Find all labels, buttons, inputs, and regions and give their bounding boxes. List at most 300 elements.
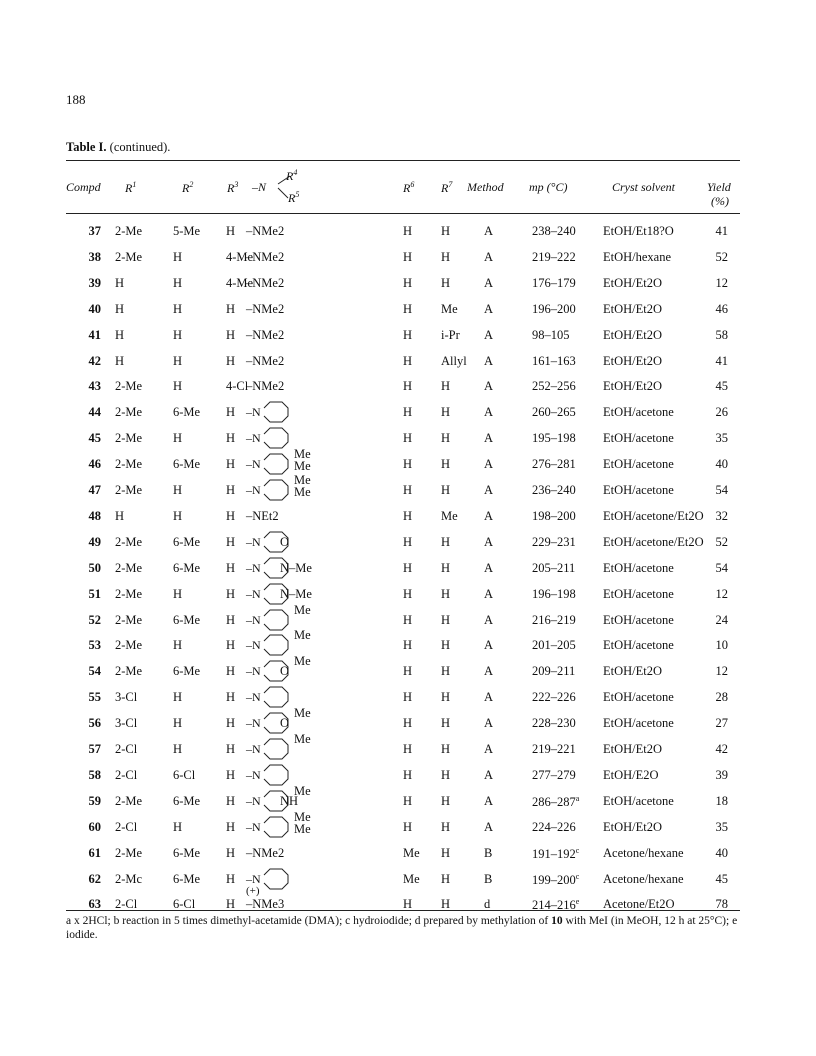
svg-text:–N: –N [246, 457, 261, 472]
ring-structure [246, 736, 326, 762]
cell-mp [532, 250, 576, 265]
cell-r1: 2-Me [115, 379, 143, 394]
cell-r1: 2-Me [115, 224, 143, 238]
cell-yield: 39 [715, 767, 728, 782]
cell-r6: H [403, 716, 413, 731]
compound-number: 47 [88, 483, 101, 497]
cell-r7: H [441, 457, 451, 472]
cell-r7: H [441, 431, 451, 446]
cell-amine-group [246, 581, 326, 607]
compound-number: 62 [88, 871, 101, 886]
ring-structure [246, 477, 326, 503]
cell-r3: H [226, 457, 236, 472]
table-caption [66, 140, 170, 155]
compound-number: 57 [88, 742, 101, 756]
cell-r1: 2-Me [115, 586, 143, 601]
cell-mp [532, 846, 579, 862]
cell-r3: H [226, 612, 236, 627]
svg-text:–N: –N [246, 483, 261, 497]
mp-value: 214–216 [532, 898, 576, 913]
cell-amine-group [246, 654, 326, 684]
compound-number: 61 [88, 845, 101, 860]
header-yield: Yield [707, 180, 731, 194]
mp-value: 98–105 [532, 327, 570, 342]
cell-r3: 4-Me [226, 249, 254, 264]
cell-r3: H [226, 560, 236, 575]
cell-yield: 40 [715, 457, 728, 472]
mp-value: 219–221 [532, 742, 576, 756]
ring-substituent-label: Me [294, 485, 311, 499]
cell-r6: H [403, 560, 413, 575]
mp-value: 276–281 [532, 457, 576, 472]
mp-value: 222–226 [532, 690, 576, 705]
cell-mp [532, 457, 576, 472]
cell-solvent: EtOH/acetone [603, 457, 674, 472]
cell-r1: 2-Me [115, 457, 143, 472]
cell-r2: 6-Me [173, 457, 201, 472]
compound-number: 53 [88, 638, 101, 653]
cell-solvent: EtOH/acetone [603, 586, 674, 601]
cell-r2: 6-Me [173, 845, 201, 860]
cell-yield: 10 [715, 638, 728, 653]
cell-yield: 78 [715, 897, 728, 912]
table-row [66, 581, 740, 607]
cell-method: A [484, 534, 494, 549]
cell-r1: H [115, 301, 125, 316]
cell-method: A [484, 327, 494, 342]
mp-value: 216–219 [532, 612, 576, 627]
cell-r2: H [173, 353, 183, 368]
mp-value: 229–231 [532, 534, 576, 549]
mp-footnote-marker: e [575, 897, 580, 907]
mp-value: 228–230 [532, 716, 576, 731]
svg-text:–N: –N [246, 716, 261, 731]
mp-footnote-marker: c [575, 871, 580, 881]
cell-r3: H [226, 534, 236, 549]
mp-value: 198–200 [532, 508, 576, 523]
cell-r3: H [226, 793, 236, 808]
mp-footnote-marker: a [575, 793, 580, 803]
ring-structure [246, 451, 326, 477]
cell-r3: H [226, 819, 236, 834]
cell-yield: 52 [715, 249, 728, 264]
cell-method: B [484, 845, 493, 860]
cell-solvent: Acetone/hexane [603, 871, 684, 886]
cell-solvent: EtOH/acetone [603, 431, 674, 446]
table-row [66, 654, 740, 684]
table-row [66, 218, 740, 244]
header-amine-group [246, 168, 306, 208]
cell-amine-group [246, 503, 326, 529]
cell-method: A [484, 457, 494, 472]
cell-r6: H [403, 431, 413, 446]
cell-r1: H [115, 508, 125, 523]
compound-number: 63 [88, 897, 101, 912]
cell-r7: H [441, 612, 451, 627]
ring-substituent-label: Me [294, 706, 311, 721]
compound-number: 41 [88, 327, 101, 342]
compound-number: 39 [88, 275, 101, 290]
ring-substituent-label: Me [294, 602, 311, 617]
amine-text: –NMe2 [246, 301, 285, 316]
cell-r7: H [441, 534, 451, 549]
table-row [66, 425, 740, 451]
header-r5: $R^5$ [288, 190, 300, 205]
cell-amine-group [246, 555, 326, 581]
cell-r7: Me [441, 508, 458, 523]
amine-text: –NMe2 [246, 224, 285, 238]
cell-solvent: Acetone/Et2O [603, 897, 675, 912]
cell-r2: 6-Cl [173, 767, 196, 782]
cell-r7: Me [441, 301, 458, 316]
cell-amine-group [246, 762, 326, 788]
cell-yield: 26 [715, 405, 728, 420]
compound-number: 52 [88, 612, 101, 627]
amine-text: –NMe2 [246, 275, 285, 290]
cell-solvent: EtOH/E2O [603, 767, 659, 782]
ring-substituent-label: N–Me [280, 560, 312, 575]
mp-value: 176–179 [532, 275, 576, 290]
cell-mp [532, 535, 576, 550]
table-row [66, 628, 740, 658]
cell-amine-group [246, 628, 326, 658]
cell-r2: H [173, 716, 183, 731]
cell-r1: 2-Me [115, 249, 143, 264]
compound-number: 38 [88, 249, 101, 264]
compound-number: 49 [88, 534, 101, 549]
svg-text:–N: –N [246, 690, 261, 705]
table-row [66, 447, 740, 477]
ring-structure [246, 425, 326, 451]
cell-r1: 2-Me [115, 845, 143, 860]
table-top-rule [66, 160, 740, 161]
table-row [66, 840, 740, 866]
header-compd: Compd [66, 180, 101, 194]
table-row [66, 296, 740, 322]
cell-r6: H [403, 534, 413, 549]
cell-amine-group [246, 425, 326, 451]
table-row [66, 373, 740, 399]
cell-mp [532, 483, 576, 498]
cell-r3: H [226, 327, 236, 342]
svg-text:–N: –N [246, 819, 261, 834]
header-r1: $R^1$ [125, 180, 137, 195]
cell-r2: 6-Me [173, 612, 201, 627]
cell-yield: 45 [715, 379, 728, 394]
cell-yield: 18 [715, 793, 728, 808]
ring-substituent-label: Me [294, 473, 311, 487]
cell-method: A [484, 690, 494, 705]
table-row [66, 399, 740, 425]
cell-amine-group [246, 732, 326, 762]
cell-method: A [484, 819, 494, 834]
cell-r6: H [403, 457, 413, 472]
compound-number: 45 [88, 431, 101, 446]
cell-r3: 4-Me [226, 275, 254, 290]
cell-solvent: EtOH/Et18?O [603, 224, 674, 238]
footnote-e: e iodide. [66, 915, 738, 941]
cell-r1: 2-Me [115, 405, 143, 420]
cell-r7: i-Pr [441, 327, 460, 342]
header-r4: $R^4$ [286, 168, 298, 183]
ring-substituent-label: Me [294, 654, 311, 669]
amine-text: –NEt2 [246, 508, 279, 523]
cell-r7: H [441, 224, 451, 238]
cell-solvent: EtOH/Et2O [603, 301, 663, 316]
compound-number: 60 [88, 819, 101, 834]
cell-r1: 2-Me [115, 431, 143, 446]
amine-text: –NMe2 [246, 845, 285, 860]
cell-r3: H [226, 638, 236, 653]
compound-number: 50 [88, 560, 101, 575]
compound-number: 43 [88, 379, 101, 394]
cell-r3: H [226, 742, 236, 756]
cell-r1: 3-Cl [115, 690, 138, 705]
cell-r7: H [441, 793, 451, 808]
footnote-d-post: with MeI (in MeOH, 12 h at 25°C); [562, 915, 733, 927]
cell-r3: H [226, 767, 236, 782]
cell-r6: Me [403, 845, 420, 860]
table-row [66, 602, 740, 633]
cell-r7: H [441, 819, 451, 834]
cell-r6: H [403, 897, 413, 912]
header-r3: $R^3$ [227, 180, 239, 195]
table-row [66, 866, 740, 892]
ring-structure [246, 762, 326, 788]
cell-yield: 35 [715, 819, 728, 834]
cell-r1: 2-Me [115, 664, 143, 679]
cell-mp [532, 561, 575, 576]
cell-method: A [484, 301, 494, 316]
ring-substituent-label: Me [294, 628, 311, 643]
ring-substituent-label: O [280, 716, 290, 731]
cell-mp [532, 794, 579, 810]
cell-r3: H [226, 508, 236, 523]
mp-value: 236–240 [532, 483, 576, 497]
cell-r2: H [173, 483, 183, 497]
cell-r6: H [403, 224, 413, 238]
ring-substituent-label: Me [294, 732, 311, 746]
cell-r7: H [441, 690, 451, 705]
cell-r3: 4-Cl [226, 379, 249, 394]
cell-mp [532, 664, 575, 679]
cell-r2: 6-Me [173, 405, 201, 420]
table-row [66, 473, 740, 503]
cell-solvent: EtOH/acetone [603, 638, 674, 653]
ring-structure [246, 632, 326, 658]
cell-solvent: EtOH/acetone [603, 612, 674, 627]
cell-solvent: EtOH/Et2O [603, 379, 663, 394]
compound-number: 44 [88, 405, 101, 420]
cell-mp [532, 742, 576, 757]
table-caption-rest: (continued). [109, 140, 171, 154]
cell-solvent: EtOH/acetone [603, 405, 674, 420]
cell-amine-group [246, 348, 326, 374]
cell-r2: H [173, 431, 183, 446]
cell-mp [532, 820, 576, 835]
cell-method: A [484, 483, 494, 497]
mp-value: 196–200 [532, 301, 576, 316]
svg-text:–N: –N [246, 560, 261, 575]
cell-r6: H [403, 664, 413, 679]
compound-number: 59 [88, 793, 101, 808]
cell-r2: H [173, 301, 183, 316]
ring-substituent-label: Me [294, 809, 311, 824]
cell-r7: H [441, 586, 451, 601]
mp-value: 286–287 [532, 794, 576, 809]
cell-mp [532, 379, 576, 394]
cell-amine-group [246, 322, 326, 348]
cell-mp [532, 690, 576, 705]
cell-r7: H [441, 405, 451, 420]
cell-mp [532, 276, 576, 291]
svg-text:–N: –N [246, 638, 261, 653]
ring-substituent-label: Me [294, 447, 311, 462]
table-row [66, 555, 740, 581]
cell-mp [532, 716, 576, 731]
cell-r2: H [173, 379, 183, 394]
ring-substituent-label: Me [294, 821, 311, 836]
ring-substituent-label: N–Me [280, 586, 312, 601]
cell-yield: 41 [715, 353, 728, 368]
cell-mp [532, 872, 579, 888]
table-row [66, 270, 740, 296]
cell-r1: 2-Me [115, 612, 143, 627]
cell-amine-group [246, 244, 326, 270]
compound-number: 40 [88, 301, 101, 316]
mp-value: 209–211 [532, 664, 576, 679]
cell-mp [532, 613, 576, 628]
cell-yield: 46 [715, 301, 728, 316]
cell-r1: 2-Cl [115, 897, 138, 912]
cell-r3: H [226, 897, 236, 912]
compound-number: 48 [88, 508, 101, 523]
cell-yield: 42 [715, 742, 728, 756]
cell-r6: H [403, 379, 413, 394]
cell-r2: H [173, 638, 183, 653]
cell-r6: H [403, 819, 413, 834]
cell-r2: H [173, 586, 183, 601]
amine-text: –NMe2 [246, 327, 285, 342]
table-row [66, 732, 740, 762]
cell-r7: H [441, 716, 451, 731]
cell-r3: H [226, 431, 236, 446]
cell-r1: 2-Mc [115, 871, 143, 886]
cell-method: A [484, 508, 494, 523]
compound-number: 58 [88, 767, 101, 782]
cell-r7: H [441, 664, 451, 679]
ring-structure [246, 399, 326, 425]
cell-amine-group [246, 447, 326, 477]
cell-method: A [484, 793, 494, 808]
table-row [66, 322, 740, 348]
header-method: Method [467, 180, 504, 194]
compound-number: 56 [88, 716, 101, 731]
mp-value: 260–265 [532, 405, 576, 420]
cell-r1: 2-Cl [115, 767, 138, 782]
cell-method: A [484, 664, 494, 679]
compound-number: 51 [88, 586, 101, 601]
cell-method: A [484, 275, 494, 290]
cell-r3: H [226, 871, 236, 886]
cell-r7: H [441, 275, 451, 290]
mp-value: 252–256 [532, 379, 576, 394]
cell-r6: H [403, 405, 413, 420]
cell-r2: H [173, 819, 183, 834]
cell-r6: H [403, 249, 413, 264]
table-row [66, 706, 740, 736]
cell-r2: H [173, 327, 183, 342]
cell-method: A [484, 405, 494, 420]
cell-mp [532, 405, 576, 420]
cell-amine-group [246, 706, 326, 736]
cell-amine-group [246, 529, 326, 555]
svg-text:–N: –N [246, 586, 261, 601]
cell-r6: H [403, 353, 413, 368]
cell-solvent: EtOH/acetone [603, 690, 674, 705]
cell-method: d [484, 897, 491, 912]
cell-r6: H [403, 275, 413, 290]
cell-amine-group [246, 270, 326, 296]
cell-r7: H [441, 767, 451, 782]
cell-mp [532, 302, 576, 317]
cell-solvent: EtOH/acetone [603, 483, 674, 497]
cell-yield: 40 [715, 845, 728, 860]
cell-amine-group [246, 218, 326, 244]
cell-r7: H [441, 638, 451, 653]
cell-r6: H [403, 301, 413, 316]
table-row [66, 809, 740, 840]
ring-substituent-label: NH [280, 793, 299, 808]
cell-mp [532, 768, 576, 783]
cell-solvent: EtOH/Et2O [603, 819, 663, 834]
cell-method: A [484, 612, 494, 627]
cell-r6: H [403, 586, 413, 601]
cell-r1: 2-Me [115, 793, 143, 808]
cell-r1: H [115, 327, 125, 342]
header-yield-unit: (%) [711, 194, 729, 208]
cell-r7: H [441, 871, 451, 886]
cell-r3: H [226, 301, 236, 316]
cell-yield: 32 [715, 508, 728, 523]
cell-r1: 3-Cl [115, 716, 138, 731]
cell-r3: H [226, 586, 236, 601]
cell-r7: Allyl [441, 353, 467, 368]
cell-amine-group [246, 399, 326, 425]
svg-text:–N: –N [246, 793, 261, 808]
cell-r6: Me [403, 871, 420, 886]
cell-r6: H [403, 327, 413, 342]
cell-method: A [484, 431, 494, 446]
cell-r1: 2-Me [115, 638, 143, 653]
cell-r6: H [403, 767, 413, 782]
svg-text:–N: –N [246, 612, 261, 627]
cell-method: A [484, 224, 494, 238]
cell-amine-group [246, 684, 326, 710]
cell-r3: H [226, 224, 236, 238]
cell-method: A [484, 742, 494, 756]
cell-solvent: EtOH/acetone [603, 793, 674, 808]
cell-yield: 41 [715, 224, 728, 238]
table-caption-label: Table I. [66, 140, 107, 154]
table-row [66, 762, 740, 788]
cell-solvent: EtOH/Et2O [603, 742, 663, 756]
cell-r2: H [173, 690, 183, 705]
cell-r1: H [115, 353, 125, 368]
mp-value: 201–205 [532, 638, 576, 653]
cell-r7: H [441, 249, 451, 264]
cell-r1: 2-Cl [115, 742, 138, 756]
